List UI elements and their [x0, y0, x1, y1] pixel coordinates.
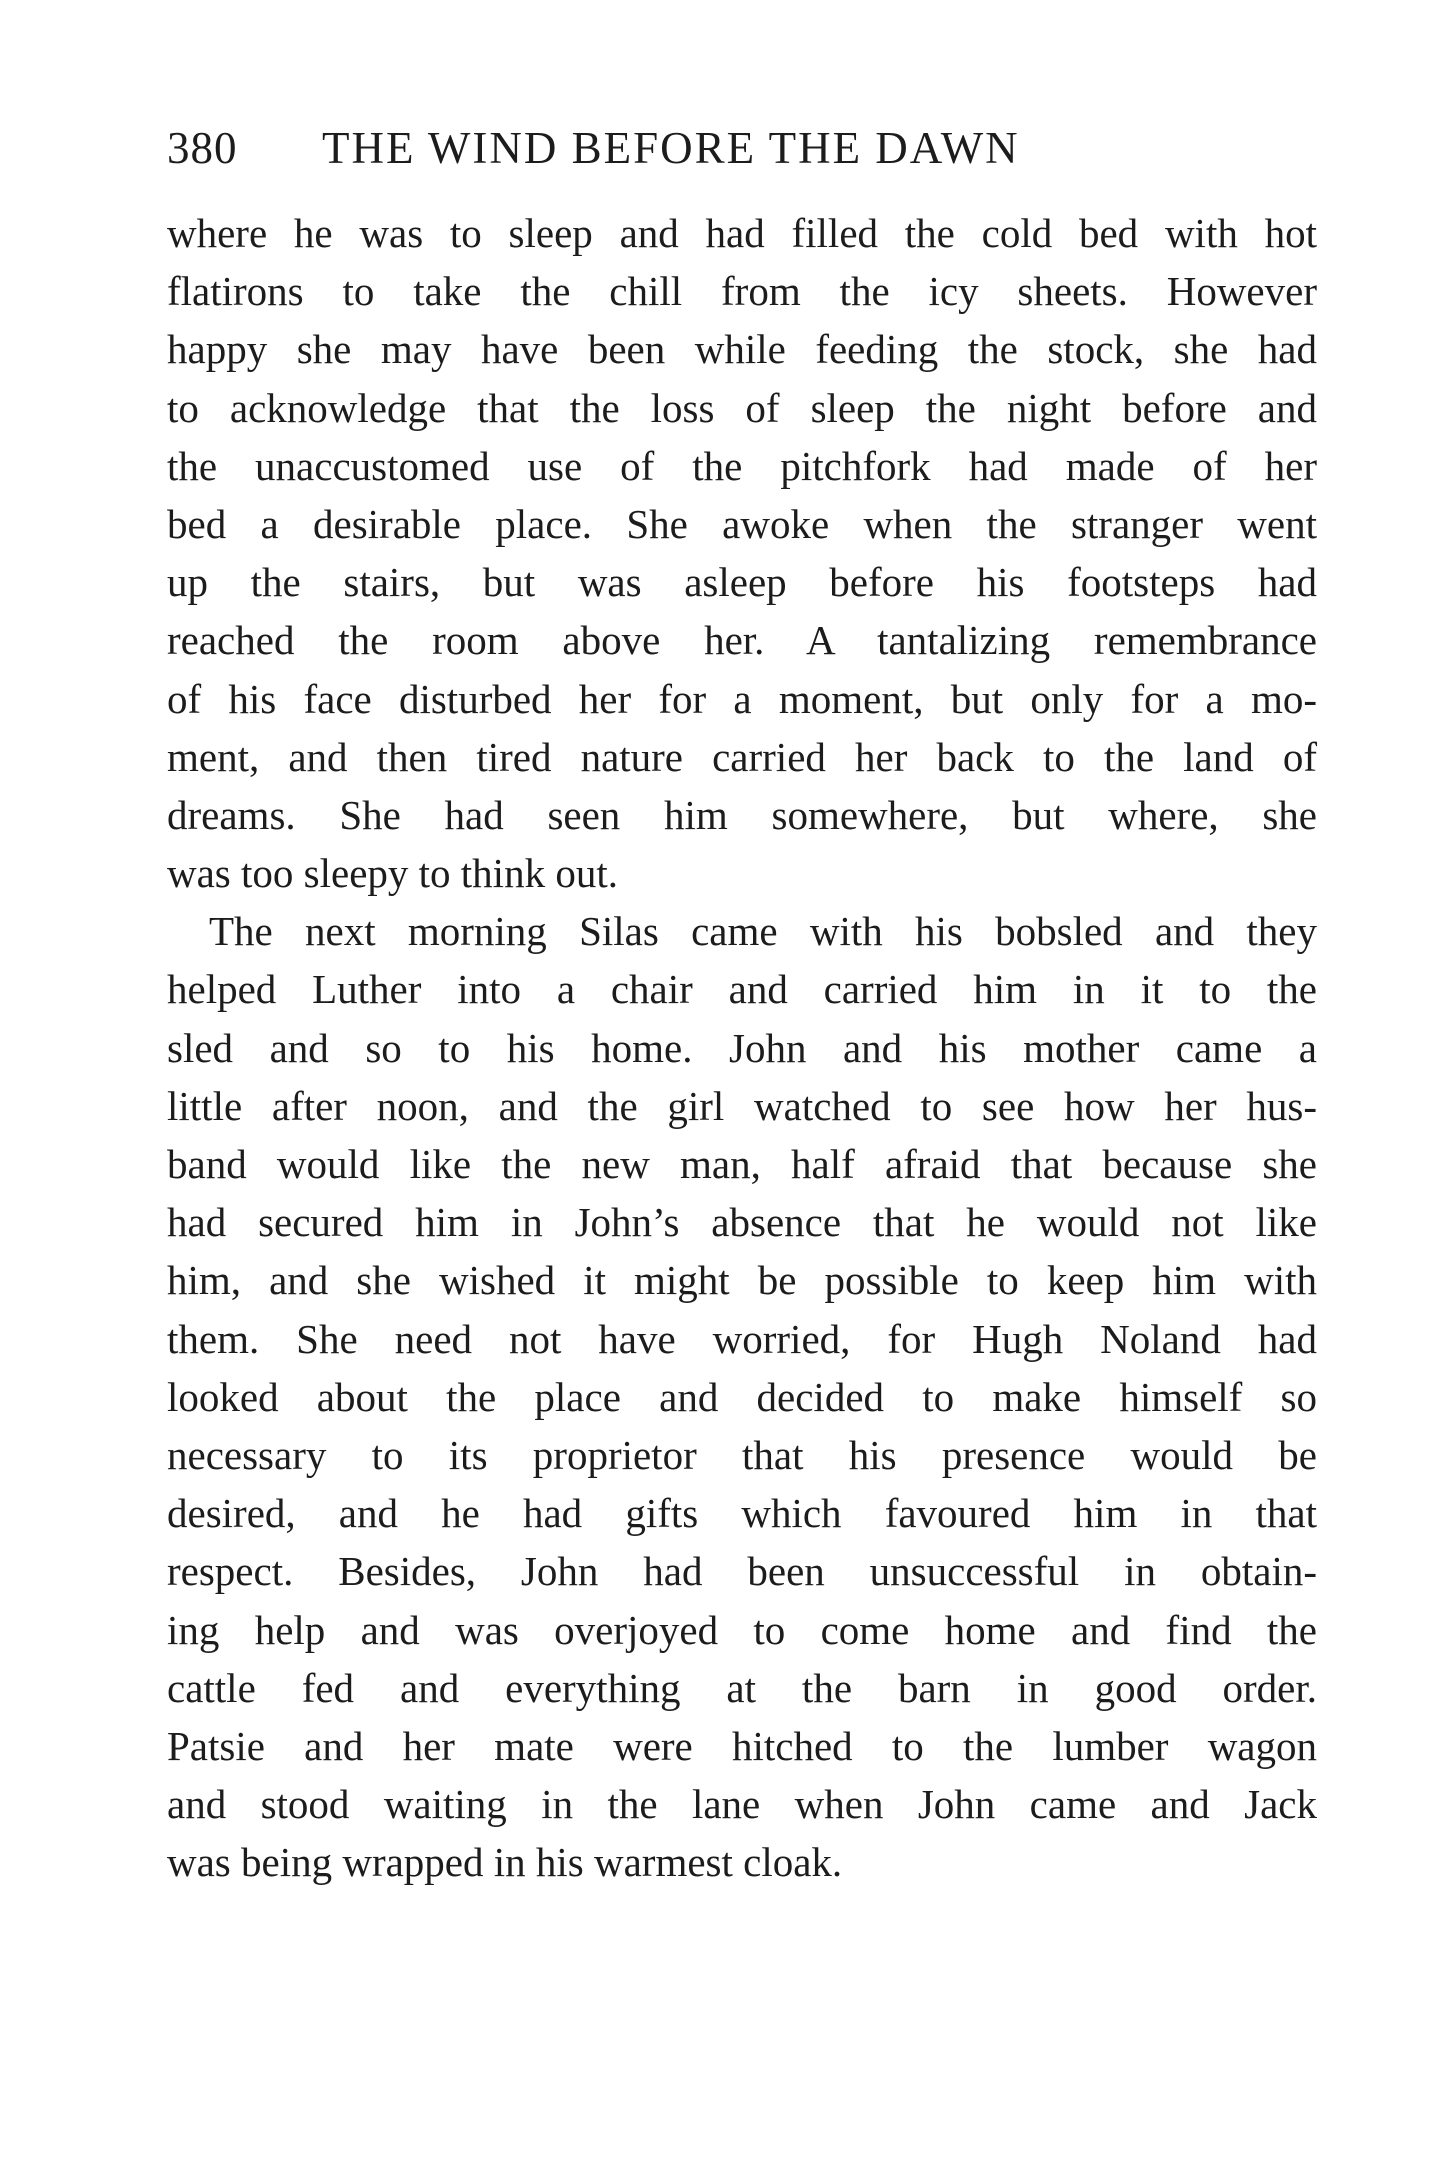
text-line: reached the room above her. A tantalizing remembrance — [167, 617, 1317, 664]
paragraph-1 — [167, 204, 1317, 902]
text-line: him, and she wished it might be possible to keep him with — [167, 1257, 1317, 1304]
text-line: helped Luther into a chair and carried him in it to the — [167, 966, 1317, 1013]
text-line: ment, and then tired nature carried her back to the land of — [167, 733, 1317, 780]
text-line: desired, and he had gifts which favoured him in that — [167, 1490, 1317, 1537]
text-line: little after noon, and the girl watched to see how her hus- — [167, 1082, 1317, 1129]
text-line: flatirons to take the chill from the icy sheets. However — [167, 268, 1317, 315]
text-line: The next morning Silas came with his bobsled and they — [209, 908, 1317, 955]
text-line: of his face disturbed her for a moment, but only for a mo- — [167, 675, 1317, 722]
text-line: Patsie and her mate were hitched to the lumber wagon — [167, 1722, 1317, 1769]
text-line: respect. Besides, John had been unsuccessful in obtain- — [167, 1548, 1317, 1595]
text-line: band would like the new man, half afraid that because she — [167, 1141, 1317, 1187]
text-line: where he was to sleep and had filled the cold bed with hot — [167, 210, 1317, 256]
text-line: and stood waiting in the lane when John came and Jack — [167, 1781, 1317, 1828]
text-line: dreams. She had seen him somewhere, but where, she — [167, 791, 1317, 838]
text-line: had secured him in John’s absence that he would not like — [167, 1199, 1317, 1246]
text-line: necessary to its proprietor that his presence would be — [167, 1431, 1317, 1478]
text-line: looked about the place and decided to make himself so — [167, 1373, 1317, 1420]
text-line: ing help and was overjoyed to come home and find the — [167, 1606, 1317, 1653]
text-line: to acknowledge that the loss of sleep the night before and — [167, 384, 1317, 431]
page-number: 380 — [167, 123, 238, 173]
running-title: THE WIND BEFORE THE DAWN — [322, 123, 1020, 173]
text-line: was too sleepy to think out. — [167, 850, 618, 897]
paragraph-2 — [167, 902, 1317, 1891]
text-line: cattle fed and everything at the barn in good order. — [167, 1664, 1317, 1711]
text-line: them. She need not have worried, for Hugh Noland had — [167, 1315, 1317, 1362]
text-line: happy she may have been while feeding the stock, she had — [167, 326, 1317, 373]
text-line: bed a desirable place. She awoke when the stranger went — [167, 500, 1317, 547]
running-head — [167, 118, 1307, 178]
text-line: up the stairs, but was asleep before his footsteps had — [167, 559, 1317, 606]
text-line: the unaccustomed use of the pitchfork had made of her — [167, 442, 1317, 489]
text-line: sled and so to his home. John and his mother came a — [167, 1024, 1317, 1071]
body-text — [167, 204, 1317, 1891]
text-line: was being wrapped in his warmest cloak. — [167, 1839, 843, 1886]
